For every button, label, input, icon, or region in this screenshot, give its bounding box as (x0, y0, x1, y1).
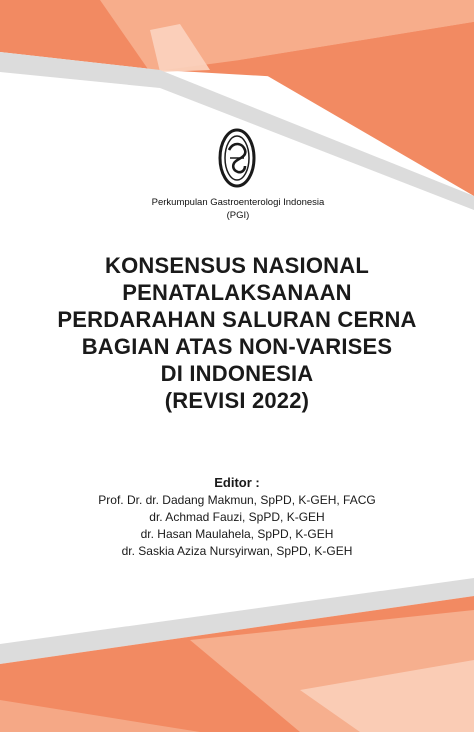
logo-container (0, 128, 474, 188)
title-line: KONSENSUS NASIONAL (105, 253, 369, 278)
title-line: PERDARAHAN SALURAN CERNA (57, 307, 417, 332)
organization-name: Perkumpulan Gastroenterologi Indonesia (151, 197, 325, 208)
book-title (20, 252, 454, 414)
title-line: BAGIAN ATAS NON-VARISES (81, 334, 393, 359)
title-line: (REVISI 2022) (164, 388, 310, 413)
editor-name: dr. Saskia Aziza Nursyirwan, SpPD, K-GEH (121, 544, 353, 558)
editor-name: dr. Achmad Fauzi, SpPD, K-GEH (149, 510, 325, 524)
organization-abbr: (PGI) (226, 210, 250, 221)
editors-heading: Editor : (214, 475, 260, 490)
organization-block (128, 196, 348, 222)
editor-name: Prof. Dr. dr. Dadang Makmun, SpPD, K-GEH, FACG (98, 493, 376, 507)
editor-name: dr. Hasan Maulahela, SpPD, K-GEH (140, 527, 334, 541)
title-line: PENATALAKSANAAN (122, 280, 352, 305)
title-line: DI INDONESIA (160, 361, 314, 386)
editors-block (40, 474, 434, 560)
pgi-emblem-icon (218, 128, 256, 188)
